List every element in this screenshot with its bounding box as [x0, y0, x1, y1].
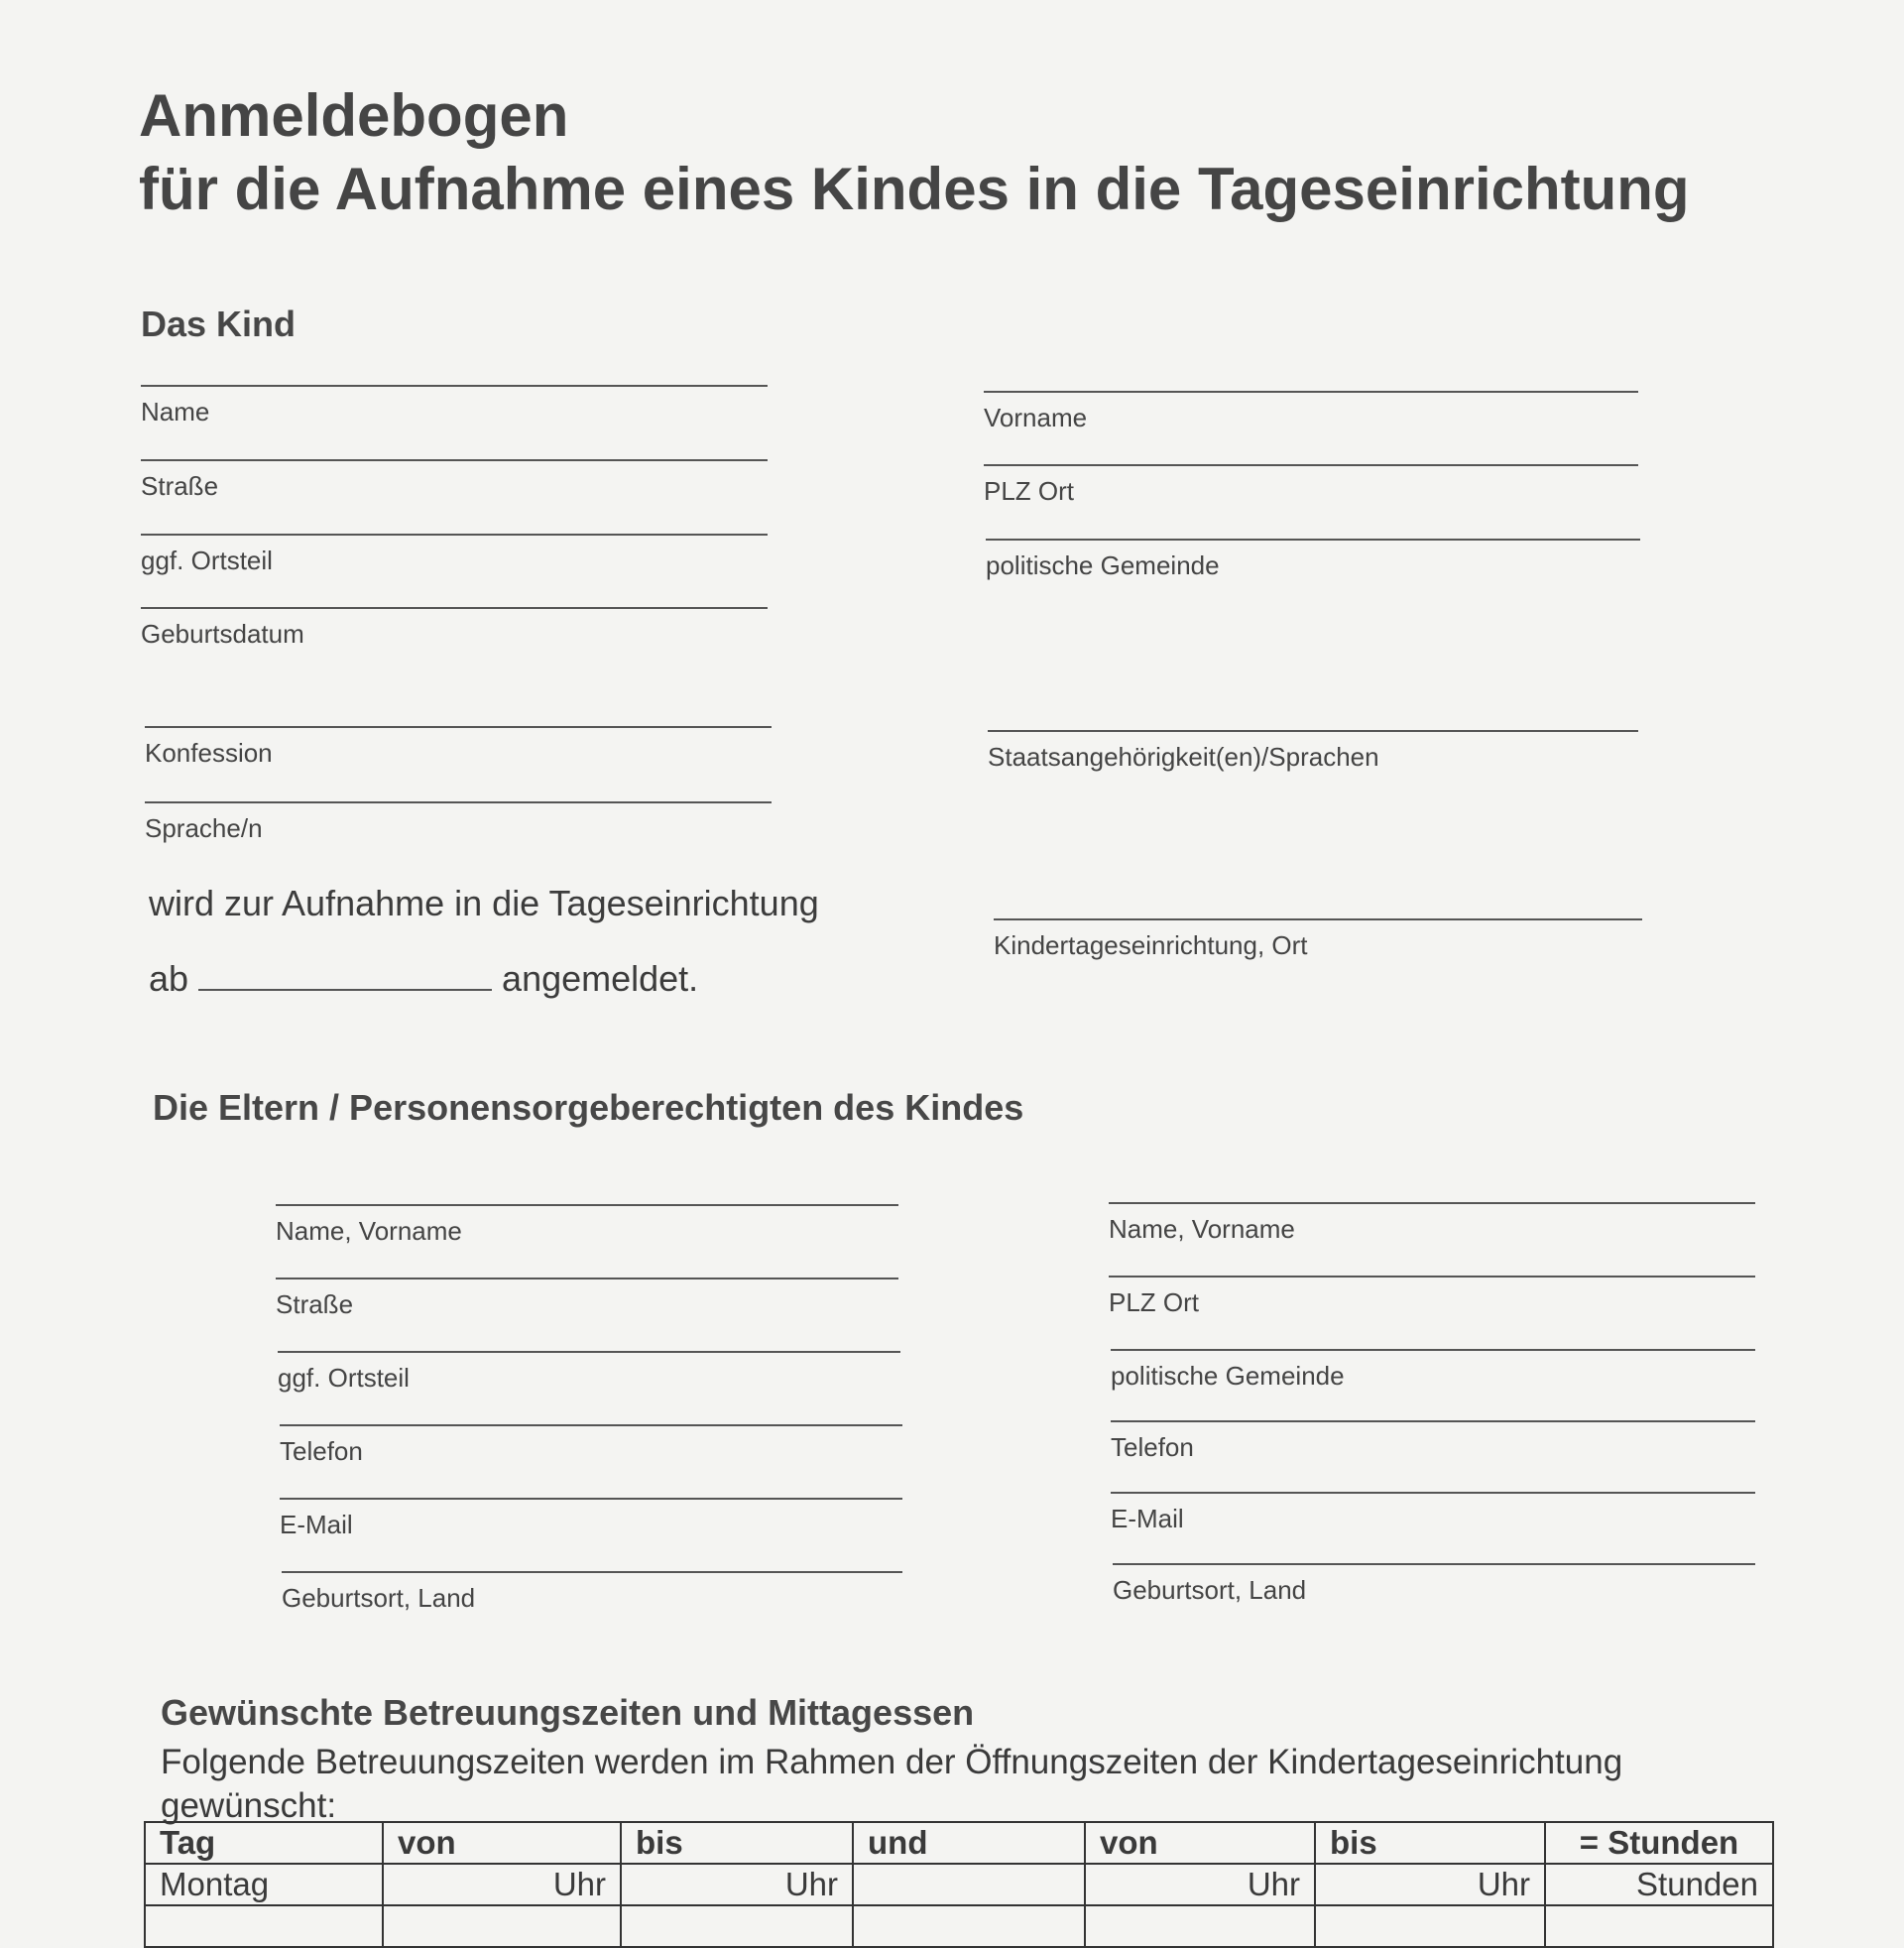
column-header: von: [383, 1822, 621, 1864]
child-birthdate-field[interactable]: [141, 607, 768, 650]
parent2-birthplace-field[interactable]: [1113, 1563, 1755, 1606]
time-cell[interactable]: Uhr: [1085, 1864, 1315, 1905]
parent2-municipality-field[interactable]: [1111, 1349, 1755, 1392]
column-header: bis: [1315, 1822, 1545, 1864]
form-title-line-1: Anmeldebogen: [139, 82, 569, 149]
field-label: ggf. Ortsteil: [141, 546, 273, 575]
field-label: E-Mail: [1111, 1504, 1184, 1533]
column-header: und: [853, 1822, 1085, 1864]
child-name-field[interactable]: [141, 385, 768, 427]
field-label: politische Gemeinde: [986, 550, 1220, 580]
day-cell: [145, 1905, 383, 1947]
field-label: PLZ Ort: [1109, 1287, 1200, 1317]
child-confession-field[interactable]: [145, 726, 772, 769]
field-label: PLZ Ort: [984, 476, 1075, 506]
parent2-zip-city-field[interactable]: [1109, 1276, 1755, 1318]
registration-start-line: [149, 958, 698, 1000]
field-label: Name, Vorname: [1109, 1214, 1295, 1244]
child-zip-city-field[interactable]: [984, 464, 1638, 507]
parent1-district-field[interactable]: [278, 1351, 900, 1394]
child-nationality-field[interactable]: [988, 730, 1638, 773]
field-label: politische Gemeinde: [1111, 1361, 1345, 1391]
field-label: Geburtsort, Land: [282, 1583, 476, 1613]
table-header-row: [145, 1822, 1773, 1864]
child-street-field[interactable]: [141, 459, 768, 502]
table-row: [145, 1864, 1773, 1905]
parent1-birthplace-field[interactable]: [282, 1571, 902, 1614]
parent1-email-field[interactable]: [280, 1498, 902, 1540]
column-header: von: [1085, 1822, 1315, 1864]
field-label: Telefon: [280, 1436, 363, 1466]
hours-cell[interactable]: Stunden: [1545, 1864, 1773, 1905]
form-title: [139, 79, 1690, 226]
time-cell[interactable]: Uhr: [1315, 1864, 1545, 1905]
times-intro-text: Folgende Betreuungszeiten werden im Rahmen der Öffnungszeiten der Kindertageseinrichtung gewünscht:: [161, 1743, 1623, 1825]
time-cell[interactable]: [383, 1905, 621, 1947]
field-label: ggf. Ortsteil: [278, 1363, 410, 1393]
child-firstname-field[interactable]: [984, 391, 1638, 433]
field-label: Konfession: [145, 738, 273, 768]
parent1-street-field[interactable]: [276, 1278, 898, 1320]
field-label: Name, Vorname: [276, 1216, 462, 1246]
start-date-input[interactable]: [198, 959, 492, 991]
child-district-field[interactable]: [141, 534, 768, 576]
time-cell[interactable]: [853, 1864, 1085, 1905]
column-header: = Stunden: [1545, 1822, 1773, 1864]
child-section-heading: Das Kind: [141, 304, 297, 344]
child-languages-field[interactable]: [145, 801, 772, 844]
time-cell[interactable]: [1315, 1905, 1545, 1947]
field-label: Vorname: [984, 403, 1088, 432]
column-header: Tag: [145, 1822, 383, 1864]
day-cell: Montag: [145, 1864, 383, 1905]
field-label: Telefon: [1111, 1432, 1194, 1462]
field-label: Straße: [276, 1289, 354, 1319]
table-row: [145, 1905, 1773, 1947]
column-header: bis: [621, 1822, 853, 1864]
times-section-heading: Gewünschte Betreuungszeiten und Mittagessen: [161, 1692, 975, 1733]
child-municipality-field[interactable]: [986, 539, 1640, 581]
field-label: Name: [141, 397, 210, 426]
field-label: Geburtsort, Land: [1113, 1575, 1307, 1605]
field-label: Geburtsdatum: [141, 619, 304, 649]
field-label: E-Mail: [280, 1510, 353, 1539]
parents-section-heading: Die Eltern / Personensorgeberechtigten des Kindes: [153, 1087, 1024, 1128]
field-label: Straße: [141, 471, 219, 501]
form-title-line-2: für die Aufnahme eines Kindes in die Tageseinrichtung: [139, 156, 1690, 222]
time-cell[interactable]: [621, 1905, 853, 1947]
field-label: Kindertageseinrichtung, Ort: [994, 930, 1308, 960]
parent1-phone-field[interactable]: [280, 1424, 902, 1467]
time-cell[interactable]: Uhr: [383, 1864, 621, 1905]
hours-cell[interactable]: [1545, 1905, 1773, 1947]
parent2-email-field[interactable]: [1111, 1492, 1755, 1534]
parent1-name-field[interactable]: [276, 1204, 898, 1247]
registration-text: wird zur Aufnahme in die Tageseinrichtung: [149, 883, 819, 923]
time-cell[interactable]: [853, 1905, 1085, 1947]
care-times-table: [144, 1821, 1774, 1948]
facility-location-field[interactable]: [994, 918, 1642, 961]
ab-label: ab: [149, 958, 189, 999]
time-cell[interactable]: Uhr: [621, 1864, 853, 1905]
field-label: Staatsangehörigkeit(en)/Sprachen: [988, 742, 1379, 772]
field-label: Sprache/n: [145, 813, 263, 843]
parent2-name-field[interactable]: [1109, 1202, 1755, 1245]
registered-label: angemeldet.: [502, 958, 699, 999]
time-cell[interactable]: [1085, 1905, 1315, 1947]
parent2-phone-field[interactable]: [1111, 1420, 1755, 1463]
